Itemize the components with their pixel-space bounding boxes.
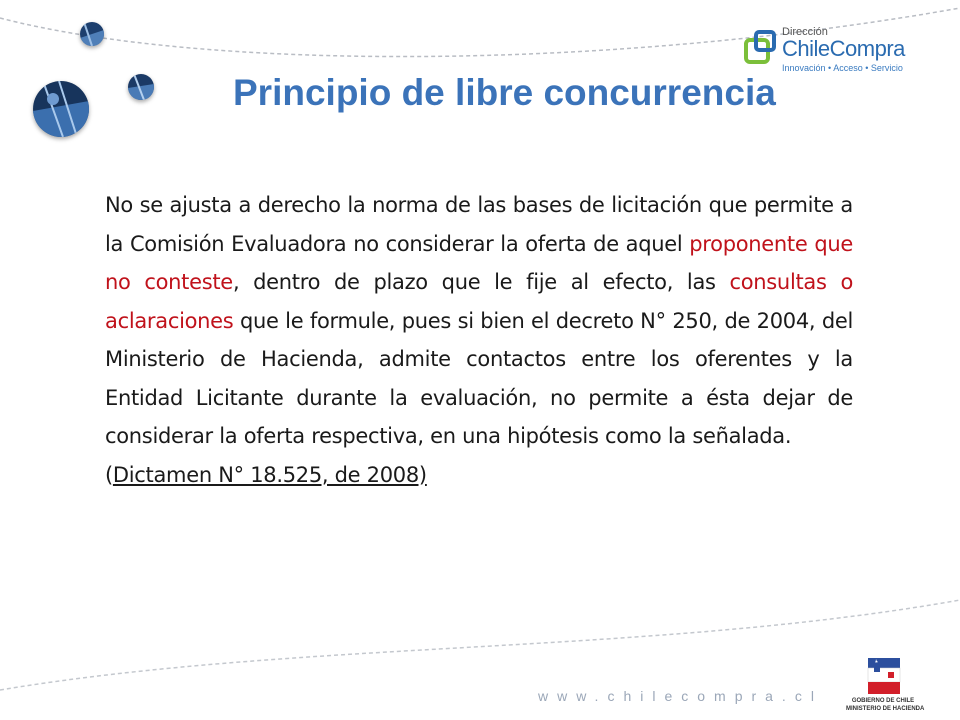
logo-tagline: Innovación • Acceso • Servicio <box>782 63 903 73</box>
chilecompra-logo-icon <box>742 28 780 72</box>
body-text-1: No se ajusta a derecho la norma de las bases de licitación que permite a la Comisión Evaluadora no considerar la oferta de aquel <box>105 193 853 256</box>
gov-line-2: MINISTERIO DE HACIENDA <box>846 706 925 712</box>
gobierno-logo <box>846 656 925 716</box>
citation-link[interactable]: Dictamen N° 18.525, de 2008) <box>112 462 427 487</box>
footer-url: www.chilecompra.cl <box>538 688 823 704</box>
photo-circle-small-icon <box>80 22 104 46</box>
citation-paren: ( <box>105 462 113 487</box>
logo-small-text: Dirección <box>782 26 828 38</box>
citation <box>105 456 853 495</box>
slide-body <box>105 186 853 494</box>
body-text-3: que le formule, pues si bien el decreto N° 250, de 2004, del Ministerio de Hacienda, admite contactos entre los oferentes y la Entidad Licitante durante la evaluación, no permite a ésta dejar de considerar la oferta respectiva, en una hipótesis como la señalada. <box>105 308 853 448</box>
photo-circle-large-icon <box>33 81 89 137</box>
body-text-2: , dentro de plazo que le fije al efecto, las <box>232 270 730 294</box>
highlight-proponente: proponente que no conteste <box>105 231 853 294</box>
gobierno-emblem-icon <box>866 656 902 696</box>
slide-title: Principio de libre concurrencia <box>233 72 776 113</box>
highlight-consultas: consultas o aclaraciones <box>105 270 853 333</box>
photo-circle-medium-icon <box>128 74 154 100</box>
gov-line-1: GOBIERNO DE CHILE <box>851 698 915 704</box>
logo-brand-text: ChileCompra <box>782 36 905 61</box>
